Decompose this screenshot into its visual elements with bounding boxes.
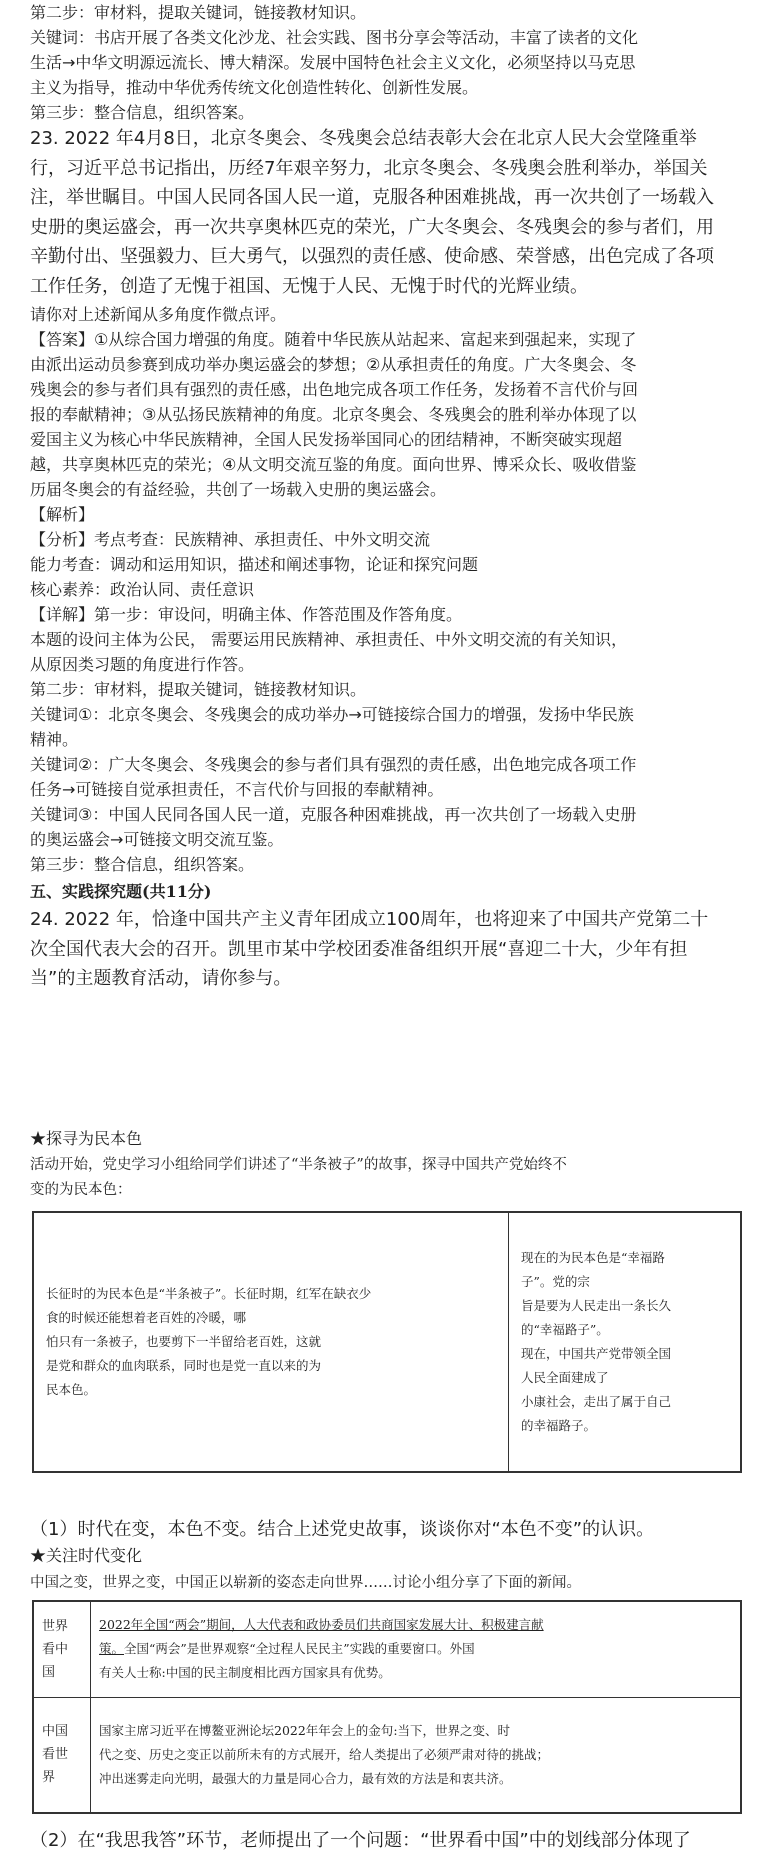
text-line: 旨是要为人民走出一条长久 [521,1298,672,1313]
text-line: 变的为民本色： [30,1182,132,1198]
text-line: 现在，中国共产党带领全国 [521,1346,672,1361]
text-line: 怕只有一条被子，也要剪下一半留给老百姓，这就 [46,1334,322,1349]
text-line: 史册的奥运盛会，再一次共享奥林匹克的荣光，广大冬奥会、冬残奥会的参与者们，用 [30,216,714,238]
text: 全国“两会”是世界观察“全过程人民民主”实践的重要窗口。外国 [124,1641,475,1657]
text-line: 关键词③：中国人民同各国人民一道，克服各种困难挑战，再一次共创了一场载入史册 [30,805,637,824]
news-cell-two-sessions [91,1601,742,1697]
text-line: 第二步：审材料，提取关键词，链接教材知识。 [30,3,367,22]
text-line: 第三步：整合信息，组织答案。 [30,855,255,874]
text-line: 生活→中华文明源远流长、博大精深。发展中国特色社会主义文化，必须坚持以马克思 [30,53,636,72]
text-line: 请你对上述新闻从多角度作微点评。 [30,305,287,324]
text-line: 主义为指导，推动中华优秀传统文化创造性转化、创新性发展。 [30,78,479,97]
text-line: 的“幸福路子”。 [521,1322,609,1337]
story-comparison-table [32,1211,742,1473]
text-line: 当”的主题教育活动，请你参与。 [30,968,292,989]
text-line: 【分析】考点考查：民族精神、承担责任、中外文明交流 [30,530,431,549]
text-line: 关键词①：北京冬奥会、冬残奥会的成功举办→可链接综合国力的增强，发扬中华民族 [30,705,634,724]
text-line: 23. 2022 年4月8日，北京冬奥会、冬残奥会总结表彰大会在北京人民大会堂隆重举 [30,128,697,149]
text-line: 有关人士称:中国的民主制度相比西方国家具有优势。 [99,1665,391,1681]
news-cell-boao-forum [91,1697,742,1813]
underlined-text-line: 2022年全国“两会”期间，人大代表和政协委员们共商国家发展大计、积极建言献 [99,1617,544,1633]
text-line: 爱国主义为核心中华民族精神，全国人民发扬举国同心的团结精神，不断突破实现超 [30,430,623,449]
text-line: 由派出运动员参赛到成功举办奥运盛会的梦想；②从承担责任的角度。广大冬奥会、冬 [30,355,637,374]
text-line: 人民全面建成了 [521,1370,609,1385]
text-line: 能力考查：调动和运用知识，描述和阐述事物，论证和探究问题 [30,555,479,574]
text-line: 行，习近平总书记指出，历经7年艰辛努力，北京冬奥会、冬残奥会胜利举办，举国关 [30,157,708,179]
text-line: 本题的设问主体为公民， 需要运用民族精神、承担责任、中外文明交流的有关知识， [30,630,628,649]
text-line: 现在的为民本色是“幸福路 [521,1250,665,1265]
text-line: 越，共享奥林匹克的荣光；④从文明交流互鉴的角度。面向世界、博采众长、吸收借鉴 [30,455,637,474]
question-24 [30,905,708,994]
part1-intro [30,1153,567,1203]
question-24-2: （2）在“我思我答”环节，老师提出了一个问题：“世界看中国”中的划线部分体现了 [30,1830,691,1851]
part1-heading: ★探寻为民本色 [30,1129,143,1148]
text-line: 注，举世瞩目。中国人民同各国人民一道，克服各种困难挑战，再一次共创了一场载入 [30,187,714,208]
text-line: 代之变、历史之变正以前所未有的方式展开，给人类提出了必须严肃对待的挑战； [99,1746,550,1762]
label-line: 国 [42,1664,56,1680]
text-line: 24. 2022 年，恰逢中国共产主义青年团成立100周年，也将迎来了中国共产党第二十 [30,909,709,930]
row-label-world-views-china [33,1601,91,1697]
text-line [99,1637,732,1661]
part2-intro: 中国之变，世界之变，中国正以崭新的姿态走向世界……讨论小组分享了下面的新闻。 [30,1575,581,1591]
text-line: 冲出迷雾走向光明，最强大的力量是同心合力，最有效的方法是和衷共济。 [99,1770,512,1786]
question-23 [30,124,714,301]
answer-and-analysis-23 [30,302,638,877]
text-line: 次全国代表大会的召开。凯里市某中学校团委准备组织开展“喜迎二十大，少年有担 [30,938,688,960]
text-line: 关键词：书店开展了各类文化沙龙、社会实践、图书分享会等活动，丰富了读者的文化 [30,28,639,47]
text-line: 辛勤付出、坚强毅力、巨大勇气，以强烈的责任感、使命感、荣誉感，出色完成了各项 [30,246,714,267]
text-line: 精神。 [30,730,79,749]
table-cell-present [509,1212,742,1472]
text-line: 是党和群众的血肉联系，同时也是党一直以来的为 [46,1358,322,1373]
table-cell-long-march [33,1212,509,1472]
text-line: 报的奉献精神；③从弘扬民族精神的角度。北京冬奥会、冬残奥会的胜利举办体现了以 [30,405,637,424]
row-label-china-views-world [33,1697,91,1813]
text-line: 关键词②：广大冬奥会、冬残奥会的参与者们具有强烈的责任感，出色地完成各项工作 [30,755,637,774]
text-line: 民本色。 [46,1382,97,1397]
text-line: 活动开始，党史学习小组给同学们讲述了“半条被子”的故事，探寻中国共产党始终不 [30,1157,567,1173]
question-24-1: （1）时代在变，本色不变。结合上述党史故事，谈谈你对“本色不变”的认识。 [30,1519,655,1540]
text-line: 国家主席习近平在博鳌亚洲论坛2022年年会上的金句:当下，世界之变、时 [99,1722,511,1738]
text-line: 小康社会，走出了属于自己 [521,1394,672,1409]
text-line: 第二步：审材料，提取关键词，链接教材知识。 [30,680,367,699]
label-line: 中国 [42,1724,69,1740]
text-line: 【详解】第一步：审设问，明确主体、作答范围及作答角度。 [30,605,463,624]
label-line: 界 [42,1770,56,1786]
text-line: 子”。党的宗 [521,1274,590,1289]
text-line: 长征时的为民本色是“半条被子”。长征时期，红军在缺衣少 [46,1286,372,1301]
text-line: 【解析】 [30,505,95,524]
text-line: 食的时候还能想着老百姓的冷暖，哪 [46,1310,247,1325]
text-line: 第三步：整合信息，组织答案。 [30,103,255,122]
text-line: 工作任务，创造了无愧于祖国、无愧于人民、无愧于时代的光辉业绩。 [30,275,588,297]
part2-heading: ★关注时代变化 [30,1546,143,1565]
text-line: 的奥运盛会→可链接文明交流互鉴。 [30,830,284,849]
text-line: 的幸福路子。 [521,1418,597,1433]
text-line: 从原因类习题的角度进行作答。 [30,655,255,674]
news-table [32,1600,742,1814]
label-line: 世界 [42,1618,69,1634]
text-line: 历届冬奥会的有益经验，共创了一场载入史册的奥运盛会。 [30,480,447,499]
text-line: 任务→可链接自觉承担责任，不言代价与回报的奉献精神。 [30,780,444,799]
text-line: 残奥会的参与者们具有强烈的责任感，出色地完成各项工作任务，发扬着不言代价与回 [30,380,639,399]
text-line: 【答案】①从综合国力增强的角度。随着中华民族从站起来、富起来到强起来，实现了 [30,330,637,349]
section-title: 五、实践探究题(共11分) [30,882,212,901]
previous-answer-steps [30,0,638,125]
text-line: 核心素养：政治认同、责任意识 [30,580,255,599]
label-line: 看世 [42,1747,69,1763]
underlined-text: 策。 [99,1641,125,1657]
label-line: 看中 [42,1641,69,1657]
